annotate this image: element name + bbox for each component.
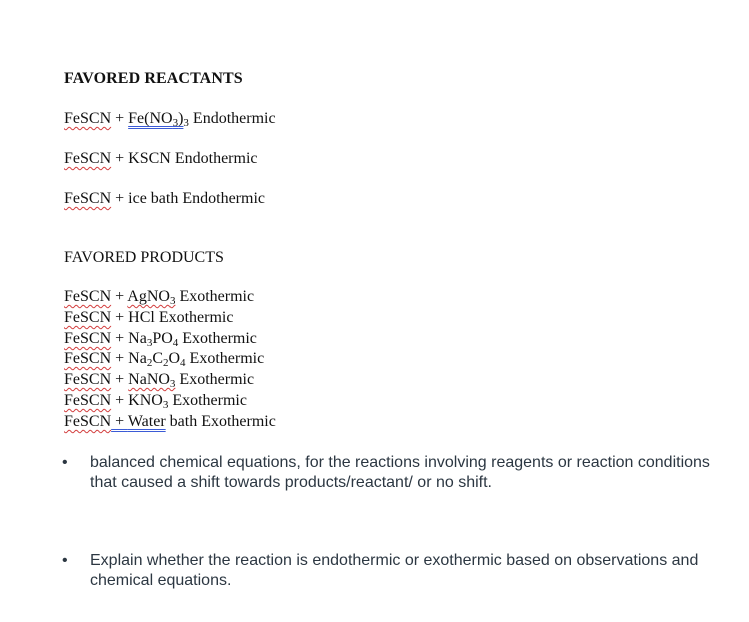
subscript: 3 [146,337,153,349]
product-line-5 [64,370,254,390]
product-line-4 [64,349,264,369]
subscript: 3 [183,117,189,129]
reagent-text: C [152,350,163,367]
reagent-text: Fe(NO [128,110,173,127]
exothermic-label: Exothermic [197,413,276,430]
endothermic-label: Endothermic [170,150,258,167]
exothermic-label: Exothermic [168,392,247,409]
fe-no3-3-reagent [128,110,183,127]
fescn-text: FeSCN [64,371,112,388]
plus-sign: + [111,309,129,326]
reactant-line-1 [64,109,276,129]
exothermic-label: Exothermic [185,350,265,367]
subscript: 3 [169,378,176,390]
fescn-text: FeSCN [64,350,112,367]
bullet-text: balanced chemical equations, for the reactions involving reagents or reaction conditions that caused a shift towards products/reactant/ or no shift. [90,454,710,491]
subscript: 3 [162,399,169,411]
plus-sign: + [111,371,129,388]
product-line-6 [64,391,247,411]
subscript: 4 [180,357,186,369]
fescn-text: FeSCN [64,413,112,430]
fescn-text: FeSCN [64,110,112,127]
subscript: 2 [162,357,169,369]
agno3-reagent [127,288,175,305]
exothermic-label: Exothermic [154,309,234,326]
bullet-icon: • [62,454,68,471]
ice-bath-reagent: ice bath [128,190,179,207]
reagent-text: NaNO [128,371,170,388]
reagent-text: ) [178,110,184,127]
endothermic-label: Endothermic [188,110,276,127]
bullet-text: Explain whether the reaction is endothermic or exothermic based on observations and chemical equations. [90,552,699,589]
favored-reactants-heading: FAVORED REACTANTS [64,70,243,87]
reagent-text: AgNO [127,288,170,305]
subscript: 4 [172,337,179,349]
fescn-text: FeSCN [64,150,112,167]
exothermic-label: Exothermic [175,371,255,388]
product-line-3 [64,329,257,349]
plus-sign: + [111,392,129,409]
plus-sign: + [111,150,129,167]
endothermic-label: Endothermic [178,190,265,207]
reagent-text: Na [128,350,147,367]
product-line-1 [64,287,254,307]
subscript: 2 [146,357,153,369]
reagent-text: bath [165,413,198,430]
fescn-text: FeSCN [64,309,112,326]
reactant-line-2 [64,149,257,169]
reagent-text: Water [127,413,166,430]
plus-sign: + [111,350,129,367]
kscn-reagent: KSCN [128,150,171,167]
plus-sign: + [111,330,129,347]
plus-sign: + [111,413,128,430]
reagent-text: KNO [128,392,163,409]
nano3-reagent [128,371,175,388]
fescn-text: FeSCN [64,288,112,305]
exothermic-label: Exothermic [178,330,257,347]
water-reagent [111,413,166,430]
favored-products-heading: FAVORED PRODUCTS [64,249,224,266]
fescn-text: FeSCN [64,392,112,409]
fescn-text: FeSCN [64,330,112,347]
reagent-text: O [168,350,181,367]
reagent-text: PO [152,330,173,347]
reactant-line-3 [64,189,265,209]
reagent-text: Na [128,330,147,347]
plus-sign: + [111,190,129,207]
plus-sign: + [111,288,128,305]
subscript: 3 [169,295,176,307]
subscript: 3 [172,117,179,129]
hcl-reagent: HCl [128,309,155,326]
plus-sign: + [111,110,129,127]
bullet-icon: • [62,552,68,569]
fescn-text: FeSCN [64,190,112,207]
product-line-2 [64,308,233,328]
product-line-7 [64,412,276,432]
exothermic-label: Exothermic [175,288,255,305]
